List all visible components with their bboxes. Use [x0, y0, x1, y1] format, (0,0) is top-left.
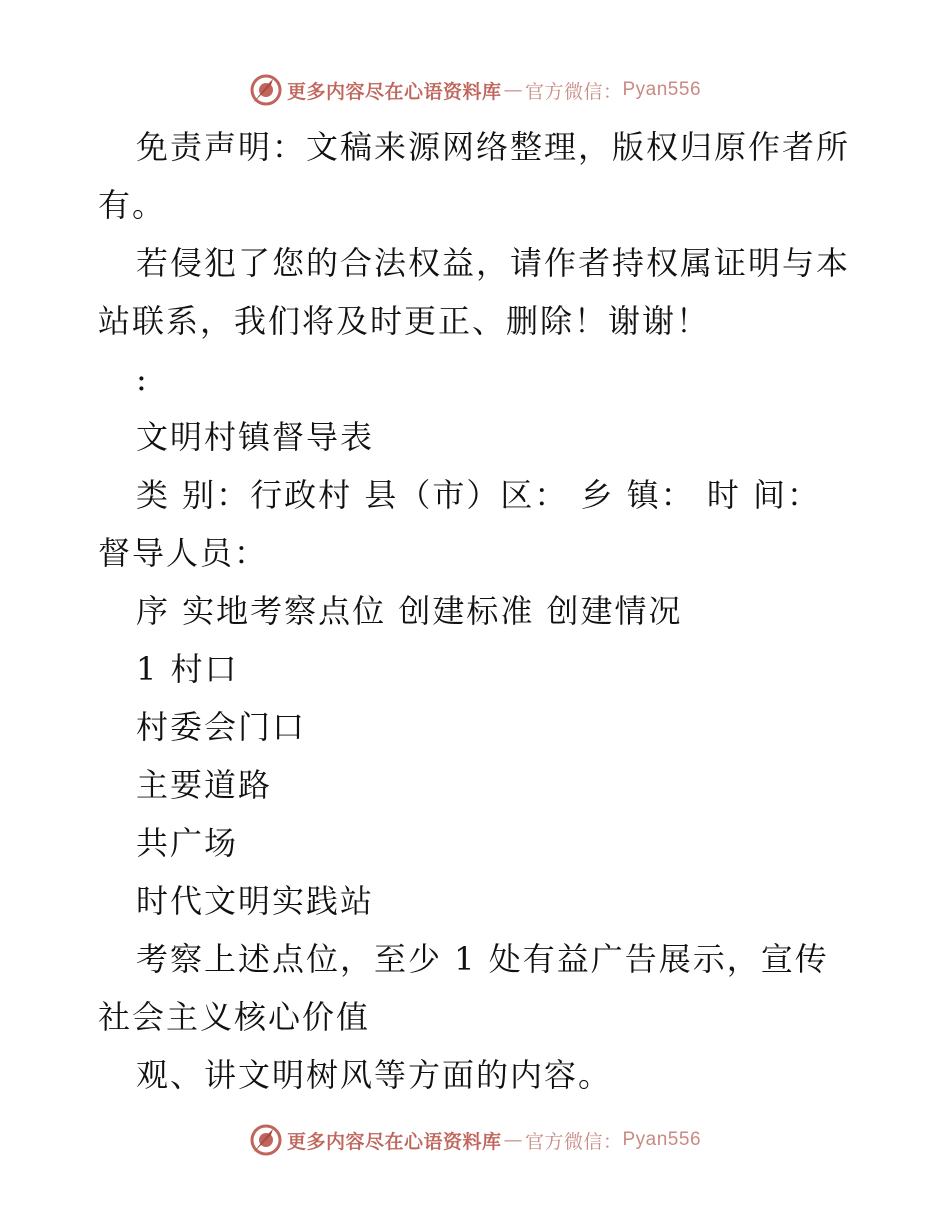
banner-separator: — [503, 1129, 523, 1151]
table-header-line: 序 实地考察点位 创建标准 创建情况 [136, 592, 683, 630]
banner-text: 更多内容尽在心语资料库 [286, 80, 502, 103]
list-item: 主要道路 [136, 766, 273, 804]
document-title: 文明村镇督导表 [136, 418, 375, 456]
meta-inspector-line: 督导人员： [98, 534, 269, 572]
document-body [98, 118, 858, 1104]
banner-wechat-label: 官方微信： [524, 80, 623, 103]
header-banner [0, 70, 950, 110]
quill-seal-icon [249, 73, 283, 107]
quill-seal-icon [249, 1123, 283, 1157]
banner-wechat-id: Pyan556 [622, 1129, 702, 1150]
footer-banner [0, 1120, 950, 1160]
banner-wechat-id: Pyan556 [622, 79, 702, 100]
banner-separator: — [503, 79, 523, 101]
disclaimer-paragraph-1: 免责声明：文稿来源网络整理，版权归原作者所有。 [98, 128, 851, 224]
list-item: 1 村口 [136, 650, 239, 688]
banner-text: 更多内容尽在心语资料库 [286, 1130, 502, 1153]
list-item: 共广场 [136, 824, 239, 862]
list-item: 村委会门口 [136, 708, 307, 746]
list-item: 时代文明实践站 [136, 882, 375, 920]
standard-paragraph: 考察上述点位，至少 1 处有益广告展示，宣传社会主义核心价值 [98, 940, 829, 1036]
standard-continuation: 观、讲文明树风等方面的内容。 [136, 1056, 613, 1094]
disclaimer-paragraph-2: 若侵犯了您的合法权益，请作者持权属证明与本站联系，我们将及时更正、删除！谢谢！ [98, 244, 851, 340]
meta-category-line: 类 别：行政村 县（市）区： 乡 镇： 时 间： [136, 476, 822, 514]
colon-line: : [136, 360, 149, 398]
banner-wechat-label: 官方微信： [524, 1130, 623, 1153]
